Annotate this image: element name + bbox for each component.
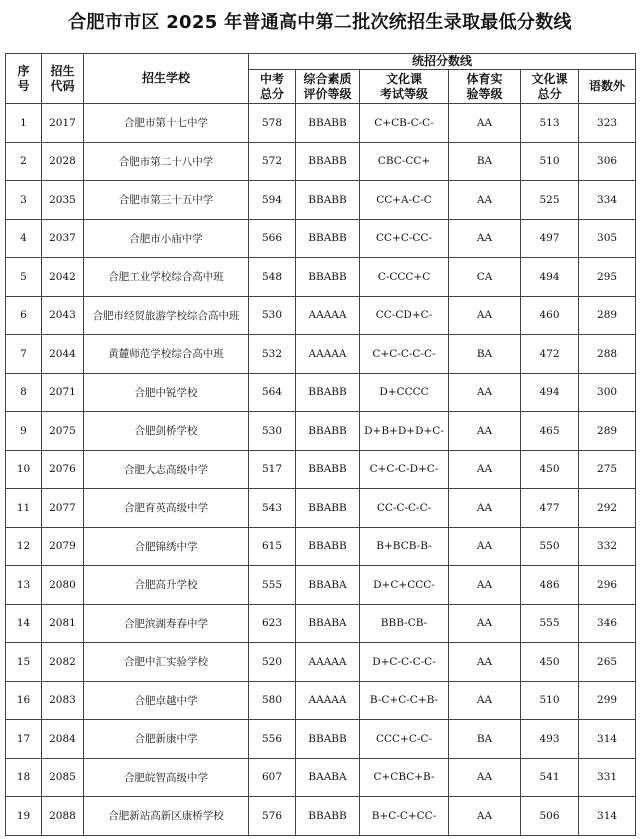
cell-school: 合肥卓越中学 (84, 681, 249, 720)
cell-culture-total: 486 (521, 566, 579, 605)
cell-pe-grade: AA (449, 412, 521, 451)
cell-quality: BBABB (296, 258, 360, 297)
cell-school: 合肥中汇实验学校 (84, 643, 249, 682)
cell-pe-grade: AA (449, 797, 521, 836)
cell-quality: BBABB (296, 104, 360, 143)
cell-lang-extra: 346 (579, 604, 636, 643)
cell-pe-grade: AA (449, 604, 521, 643)
cell-pe-grade: AA (449, 373, 521, 412)
cell-code: 2077 (42, 489, 84, 528)
admission-score-table (5, 53, 636, 836)
header-seq: 序 号 (6, 54, 42, 104)
cell-code: 2080 (42, 566, 84, 605)
cell-culture-total: 450 (521, 643, 579, 682)
cell-code: 2071 (42, 373, 84, 412)
cell-school: 合肥新站高新区康桥学校 (84, 797, 249, 836)
table-row (6, 566, 636, 605)
cell-culture-total: 477 (521, 489, 579, 528)
cell-total: 578 (249, 104, 296, 143)
cell-seq: 16 (6, 681, 42, 720)
cell-lang-extra: 334 (579, 181, 636, 220)
cell-school: 黄麓师范学校综合高中班 (84, 335, 249, 374)
cell-pe-grade: AA (449, 489, 521, 528)
cell-seq: 10 (6, 450, 42, 489)
cell-seq: 7 (6, 335, 42, 374)
cell-culture-grade: C-CCC+C (360, 258, 449, 297)
cell-seq: 18 (6, 758, 42, 797)
cell-quality: BBABB (296, 720, 360, 759)
cell-lang-extra: 265 (579, 643, 636, 682)
cell-culture-total: 472 (521, 335, 579, 374)
cell-culture-total: 465 (521, 412, 579, 451)
cell-code: 2042 (42, 258, 84, 297)
table-row (6, 104, 636, 143)
cell-quality: AAAAA (296, 335, 360, 374)
cell-quality: BBABB (296, 489, 360, 528)
cell-code: 2076 (42, 450, 84, 489)
cell-code: 2028 (42, 142, 84, 181)
table-row (6, 258, 636, 297)
cell-lang-extra: 292 (579, 489, 636, 528)
header-culture-grade: 文化课 考试等级 (360, 70, 449, 104)
table-row (6, 335, 636, 374)
cell-lang-extra: 299 (579, 681, 636, 720)
cell-culture-grade: C+CB-C-C- (360, 104, 449, 143)
header-school: 招生学校 (84, 54, 249, 104)
cell-code: 2043 (42, 296, 84, 335)
cell-pe-grade: BA (449, 720, 521, 759)
cell-seq: 11 (6, 489, 42, 528)
cell-culture-grade: CC-CD+C- (360, 296, 449, 335)
cell-lang-extra: 331 (579, 758, 636, 797)
cell-seq: 4 (6, 219, 42, 258)
cell-school: 合肥市第三十五中学 (84, 181, 249, 220)
cell-lang-extra: 275 (579, 450, 636, 489)
cell-total: 556 (249, 720, 296, 759)
cell-quality: BBABA (296, 566, 360, 605)
cell-lang-extra: 295 (579, 258, 636, 297)
header-score-group: 统招分数线 (249, 54, 636, 70)
cell-school: 合肥高升学校 (84, 566, 249, 605)
cell-seq: 8 (6, 373, 42, 412)
cell-culture-grade: B+BCB-B- (360, 527, 449, 566)
cell-quality: BBABB (296, 450, 360, 489)
cell-quality: BBABB (296, 373, 360, 412)
table-row (6, 181, 636, 220)
cell-total: 517 (249, 450, 296, 489)
cell-quality: BBABB (296, 527, 360, 566)
cell-school: 合肥剑桥学校 (84, 412, 249, 451)
cell-code: 2044 (42, 335, 84, 374)
cell-culture-total: 460 (521, 296, 579, 335)
cell-school: 合肥皖智高级中学 (84, 758, 249, 797)
cell-school: 合肥市第十七中学 (84, 104, 249, 143)
cell-culture-grade: CC+C-CC- (360, 219, 449, 258)
cell-pe-grade: AA (449, 219, 521, 258)
cell-code: 2079 (42, 527, 84, 566)
cell-pe-grade: AA (449, 681, 521, 720)
header-quality: 综合素质 评价等级 (296, 70, 360, 104)
cell-code: 2083 (42, 681, 84, 720)
cell-school: 合肥工业学校综合高中班 (84, 258, 249, 297)
cell-culture-total: 450 (521, 450, 579, 489)
cell-code: 2088 (42, 797, 84, 836)
cell-seq: 2 (6, 142, 42, 181)
cell-total: 530 (249, 296, 296, 335)
cell-culture-total: 550 (521, 527, 579, 566)
cell-culture-grade: B-C+C-C+B- (360, 681, 449, 720)
cell-pe-grade: AA (449, 527, 521, 566)
cell-code: 2075 (42, 412, 84, 451)
cell-pe-grade: CA (449, 258, 521, 297)
cell-quality: AAAAA (296, 643, 360, 682)
cell-seq: 1 (6, 104, 42, 143)
cell-seq: 9 (6, 412, 42, 451)
cell-quality: AAAAA (296, 681, 360, 720)
cell-total: 623 (249, 604, 296, 643)
cell-quality: BAABA (296, 758, 360, 797)
cell-lang-extra: 296 (579, 566, 636, 605)
cell-lang-extra: 289 (579, 412, 636, 451)
cell-seq: 19 (6, 797, 42, 836)
cell-culture-total: 506 (521, 797, 579, 836)
cell-seq: 5 (6, 258, 42, 297)
cell-culture-grade: D+C-C-C-C- (360, 643, 449, 682)
cell-total: 615 (249, 527, 296, 566)
cell-total: 532 (249, 335, 296, 374)
table-row (6, 489, 636, 528)
cell-culture-total: 494 (521, 373, 579, 412)
cell-culture-total: 493 (521, 720, 579, 759)
cell-culture-total: 494 (521, 258, 579, 297)
cell-culture-total: 541 (521, 758, 579, 797)
cell-total: 572 (249, 142, 296, 181)
cell-code: 2017 (42, 104, 84, 143)
cell-pe-grade: BA (449, 335, 521, 374)
cell-culture-grade: CBC-CC+ (360, 142, 449, 181)
cell-culture-grade: CC+A-C-C (360, 181, 449, 220)
cell-quality: BBABB (296, 412, 360, 451)
cell-school: 合肥市第二十八中学 (84, 142, 249, 181)
cell-culture-total: 497 (521, 219, 579, 258)
cell-culture-grade: B+C-C+CC- (360, 797, 449, 836)
cell-seq: 6 (6, 296, 42, 335)
cell-culture-grade: C+CBC+B- (360, 758, 449, 797)
cell-quality: BBABB (296, 181, 360, 220)
cell-culture-grade: BBB-CB- (360, 604, 449, 643)
cell-seq: 13 (6, 566, 42, 605)
cell-pe-grade: AA (449, 566, 521, 605)
cell-pe-grade: AA (449, 104, 521, 143)
cell-school: 合肥大志高级中学 (84, 450, 249, 489)
header-code: 招生 代码 (42, 54, 84, 104)
cell-code: 2085 (42, 758, 84, 797)
cell-total: 607 (249, 758, 296, 797)
cell-code: 2035 (42, 181, 84, 220)
table-row (6, 142, 636, 181)
cell-quality: BBABA (296, 604, 360, 643)
cell-lang-extra: 323 (579, 104, 636, 143)
cell-total: 580 (249, 681, 296, 720)
cell-pe-grade: AA (449, 181, 521, 220)
cell-culture-grade: CC-C-C-C- (360, 489, 449, 528)
cell-school: 合肥育英高级中学 (84, 489, 249, 528)
cell-school: 合肥中锐学校 (84, 373, 249, 412)
cell-lang-extra: 300 (579, 373, 636, 412)
table-row (6, 797, 636, 836)
cell-school: 合肥锦绣中学 (84, 527, 249, 566)
cell-seq: 15 (6, 643, 42, 682)
table-row (6, 643, 636, 682)
cell-culture-grade: D+C+CCC- (360, 566, 449, 605)
cell-total: 594 (249, 181, 296, 220)
cell-lang-extra: 288 (579, 335, 636, 374)
cell-school: 合肥市经贸旅游学校综合高中班 (84, 296, 249, 335)
cell-total: 576 (249, 797, 296, 836)
cell-code: 2082 (42, 643, 84, 682)
cell-pe-grade: AA (449, 296, 521, 335)
cell-quality: BBABB (296, 142, 360, 181)
cell-total: 530 (249, 412, 296, 451)
page-title: 合肥市市区 2025 年普通高中第二批次统招生录取最低分数线 (68, 12, 572, 33)
cell-code: 2084 (42, 720, 84, 759)
cell-school: 合肥市小庙中学 (84, 219, 249, 258)
cell-total: 564 (249, 373, 296, 412)
cell-quality: BBABB (296, 219, 360, 258)
cell-quality: BBABB (296, 797, 360, 836)
cell-code: 2081 (42, 604, 84, 643)
cell-culture-total: 555 (521, 604, 579, 643)
cell-total: 543 (249, 489, 296, 528)
header-pe-grade: 体育实 验等级 (449, 70, 521, 104)
cell-lang-extra: 305 (579, 219, 636, 258)
cell-lang-extra: 314 (579, 797, 636, 836)
cell-total: 566 (249, 219, 296, 258)
cell-pe-grade: BA (449, 142, 521, 181)
cell-seq: 12 (6, 527, 42, 566)
cell-pe-grade: AA (449, 450, 521, 489)
cell-pe-grade: AA (449, 758, 521, 797)
cell-quality: AAAAA (296, 296, 360, 335)
cell-school: 合肥滨湖寿春中学 (84, 604, 249, 643)
table-row (6, 758, 636, 797)
header-total: 中考 总分 (249, 70, 296, 104)
table-row (6, 296, 636, 335)
cell-culture-total: 525 (521, 181, 579, 220)
cell-lang-extra: 314 (579, 720, 636, 759)
cell-total: 555 (249, 566, 296, 605)
cell-school: 合肥新康中学 (84, 720, 249, 759)
cell-lang-extra: 332 (579, 527, 636, 566)
table-row (6, 604, 636, 643)
cell-seq: 14 (6, 604, 42, 643)
cell-lang-extra: 289 (579, 296, 636, 335)
cell-total: 520 (249, 643, 296, 682)
cell-lang-extra: 306 (579, 142, 636, 181)
cell-total: 548 (249, 258, 296, 297)
cell-seq: 17 (6, 720, 42, 759)
cell-culture-grade: C+C-C-D+C- (360, 450, 449, 489)
cell-culture-grade: D+CCCC (360, 373, 449, 412)
table-row (6, 412, 636, 451)
header-culture-total: 文化课 总分 (521, 70, 579, 104)
cell-culture-total: 510 (521, 681, 579, 720)
table-row (6, 219, 636, 258)
table-row (6, 681, 636, 720)
table-row (6, 527, 636, 566)
cell-culture-grade: D+B+D+D+C- (360, 412, 449, 451)
table-row (6, 450, 636, 489)
table-row (6, 373, 636, 412)
cell-seq: 3 (6, 181, 42, 220)
table-row (6, 720, 636, 759)
cell-code: 2037 (42, 219, 84, 258)
cell-culture-grade: C+C-C-C-C- (360, 335, 449, 374)
cell-culture-total: 513 (521, 104, 579, 143)
cell-culture-total: 510 (521, 142, 579, 181)
cell-pe-grade: AA (449, 643, 521, 682)
header-lang-extra: 语数外 (579, 70, 636, 104)
cell-culture-grade: CCC+C-C- (360, 720, 449, 759)
